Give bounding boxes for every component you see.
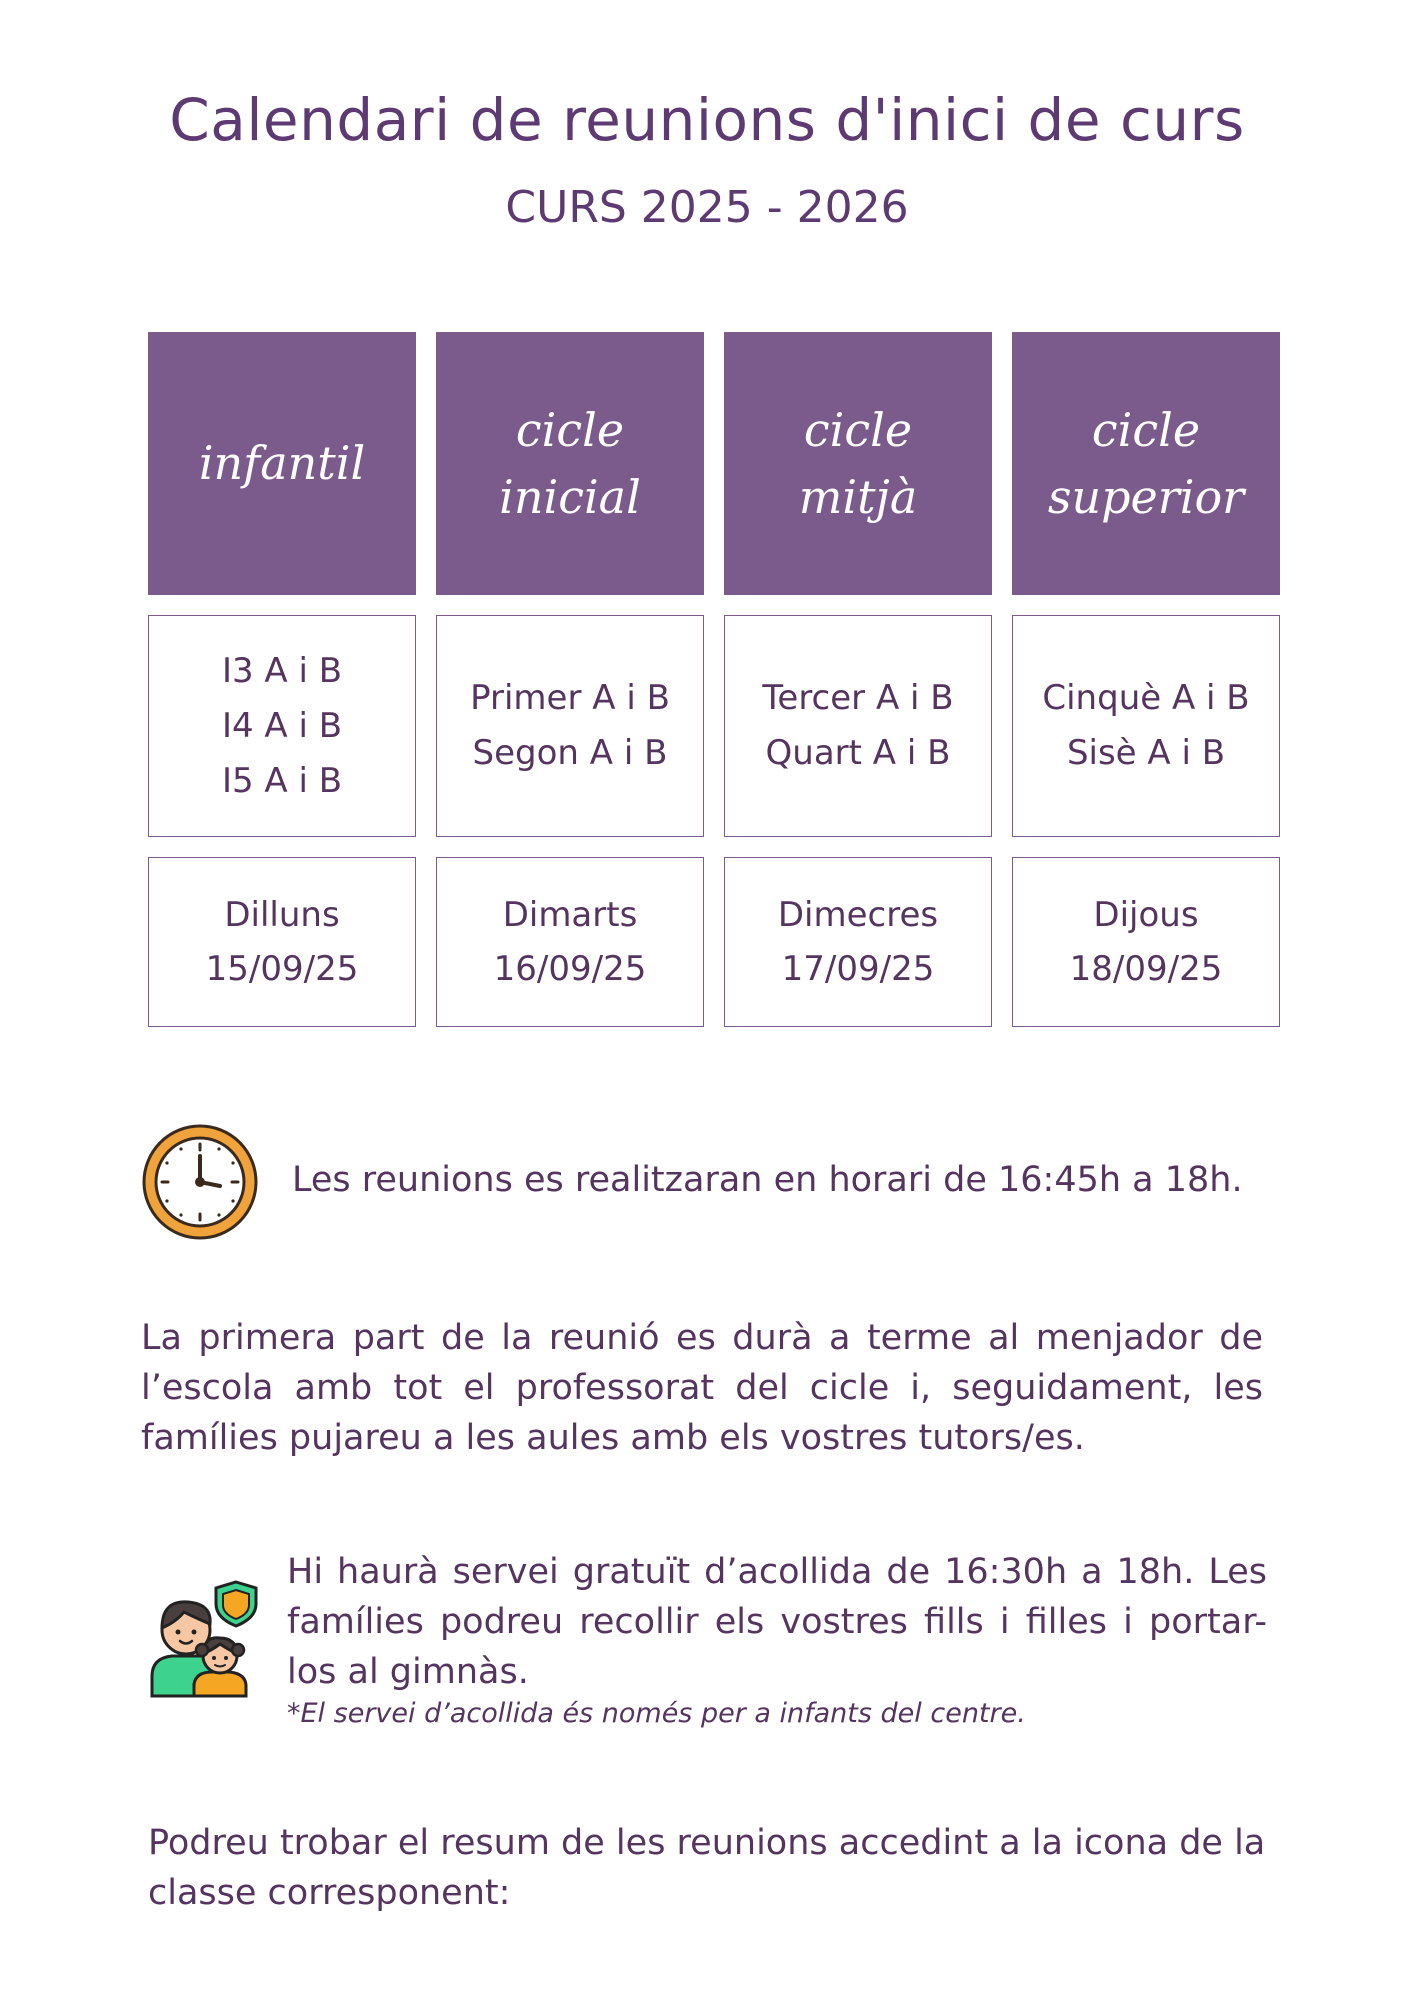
- groups-infantil: [148, 615, 416, 837]
- cycle-header-superior: cicle superior: [1012, 332, 1280, 595]
- page-subtitle: CURS 2025 - 2026: [505, 182, 909, 233]
- group-label: Tercer A i B: [762, 678, 954, 718]
- page-title: Calendari de reunions d'inici de curs: [169, 86, 1245, 154]
- meeting-calendar: [148, 332, 1282, 1047]
- date-mitja: [724, 857, 992, 1027]
- group-label: I3 A i B: [221, 650, 343, 691]
- date-label: 15/09/25: [205, 949, 359, 989]
- group-label: I4 A i B: [221, 705, 343, 746]
- groups-inicial: [436, 615, 704, 837]
- date-inicial: [436, 857, 704, 1027]
- meeting-hours: Les reunions es realitzaran en horari de 16:45h a 18h.: [292, 1160, 1243, 1200]
- group-label: Sisè A i B: [1066, 733, 1226, 773]
- day-label: Dijous: [1093, 895, 1199, 935]
- childcare-paragraph: Hi haurà servei gratuït d’acollida de 16:30h a 18h. Les famílies podreu recollir els vostres fills i filles i portar-los al gimnàs.: [287, 1552, 1267, 1692]
- childcare-note: *El servei d’acollida és només per a infants del centre.: [287, 1698, 1026, 1729]
- cycle-header-infantil: infantil: [148, 332, 416, 595]
- group-label: Quart A i B: [765, 733, 951, 773]
- group-label: I5 A i B: [221, 760, 343, 801]
- day-label: Dimarts: [502, 895, 638, 935]
- date-label: 18/09/25: [1069, 949, 1223, 989]
- family-icon: [150, 1578, 262, 1698]
- day-label: Dimecres: [777, 895, 939, 935]
- first-part-paragraph: La primera part de la reunió es durà a terme al menjador de l’escola amb tot el professorat del cicle i, seguidament, les famílies pujareu a les aules amb els vostres tutors/es.: [141, 1318, 1263, 1458]
- date-infantil: [148, 857, 416, 1027]
- clock-icon: [140, 1122, 260, 1242]
- day-label: Dilluns: [224, 895, 340, 935]
- groups-superior: [1012, 615, 1280, 837]
- groups-mitja: [724, 615, 992, 837]
- group-row: [148, 615, 1282, 837]
- summary-paragraph: Podreu trobar el resum de les reunions accedint a la icona de la classe corresponent:: [148, 1823, 1266, 1913]
- date-row: [148, 857, 1282, 1027]
- cycle-headers: [148, 332, 1282, 595]
- cycle-header-inicial: cicle inicial: [436, 332, 704, 595]
- group-label: Cinquè A i B: [1042, 678, 1250, 718]
- date-label: 17/09/25: [781, 949, 935, 989]
- group-label: Primer A i B: [470, 678, 670, 718]
- date-label: 16/09/25: [493, 949, 647, 989]
- date-superior: [1012, 857, 1280, 1027]
- cycle-header-mitja: cicle mitjà: [724, 332, 992, 595]
- group-label: Segon A i B: [472, 733, 668, 773]
